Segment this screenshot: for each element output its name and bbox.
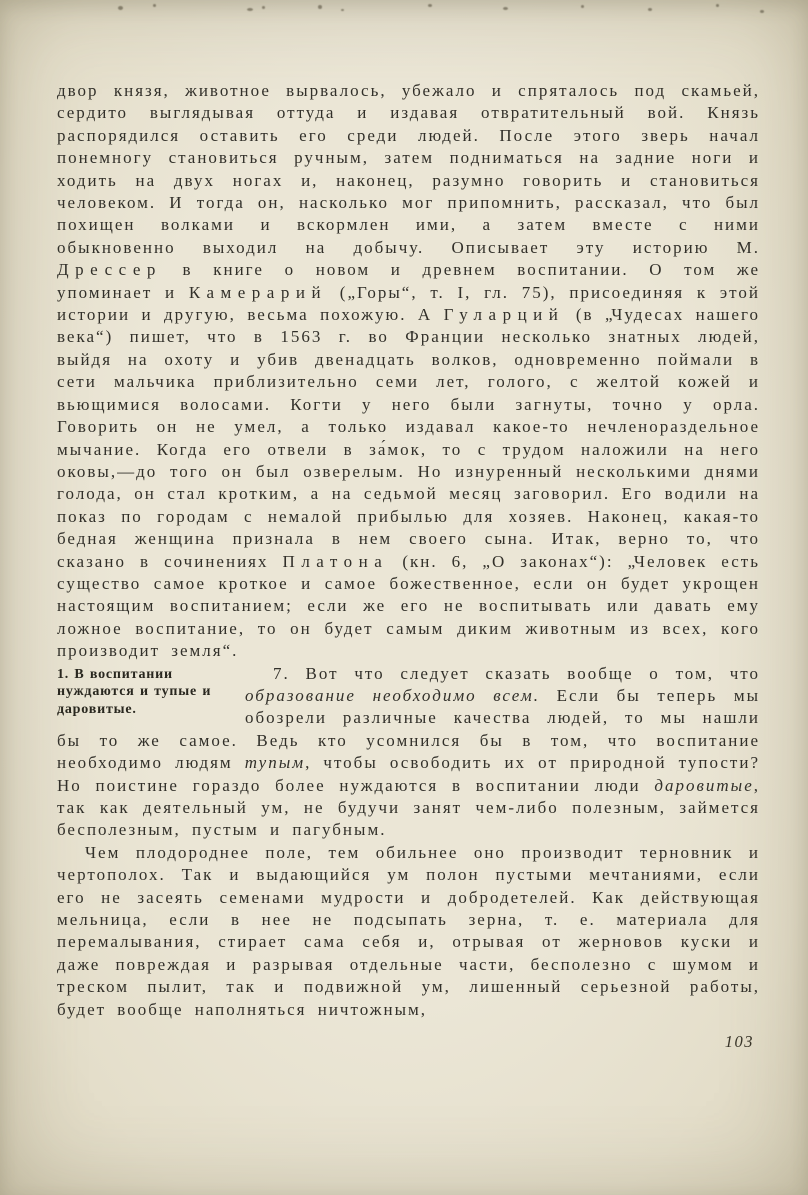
scan-speck (716, 4, 719, 7)
text-segment: Если бы теперь мы обозрели различные качества людей, то мы нашли бы то же самое. Ведь кто усомнился бы в том, что воспитание необходимо людям (57, 685, 760, 773)
text-segment: (кн. 6, „О законах“): „Человек есть существо самое кроткое и самое божественное, если он будет укрощен настоящим воспитанием; если же его не воспитывать или давать ему ложное воспитание, то он будет самым диким животным из всех, кого производит земля“. (57, 551, 760, 661)
text-segment-spaced: Дрессер (57, 260, 162, 280)
text-block (57, 80, 760, 1053)
paragraph-continuation (57, 80, 760, 663)
text-segment: , так как деятельный ум, не будучи занят чем-либо полезным, займется бесполезным, пустым и пагубным. (57, 775, 760, 840)
scan-speck (118, 6, 123, 10)
text-segment-spaced: Платона (282, 551, 389, 571)
page-number: 103 (724, 1032, 754, 1052)
scan-speck (648, 8, 652, 11)
text-segment: , чтобы освободить их от природной тупости? Но поистине гораздо более нуждаются в воспитании люди (57, 753, 760, 795)
text-segment: („Горы“, т. I, гл. 75), присоединяя к этой истории и другую, весьма похожую. А (57, 282, 760, 325)
scan-speck (581, 5, 584, 8)
scan-speck (318, 5, 322, 9)
scan-speck (428, 4, 432, 7)
scan-speck (760, 10, 764, 13)
text-segment-spaced: Гуларций (443, 305, 565, 325)
text-segment-italic: тупым (244, 753, 306, 773)
text-segment: в книге о новом и древнем воспитании. О том же упоминает и (57, 260, 760, 302)
scan-speck (153, 4, 156, 7)
text-segment: 7. Вот что следует сказать вообще о том, что (273, 663, 760, 683)
text-segment: двор князя, животное вырвалось, убежало и спряталось под скамьей, сердито выглядывая оттуда и издавая отвратительный вой. Князь распорядился оставить его среди людей. После этого зверь начал понемногу становиться ручным, затем подниматься на задние ноги и ходить на двух ногах и, наконец, разумно говорить и становиться человеком. И тогда он, насколько мог припомнить, рассказал, что был похищен волками и вскормлен ими, а затем вместе с ними обыкновенно выходил на добычу. Описывает эту историю М. (57, 81, 760, 257)
scan-speck (503, 7, 508, 10)
text-segment: (в „Чудесах нашего века“) пишет, что в 1563 г. во Франции несколько знатных людей, выйдя на охоту и убив двенадцать волков, одновременно поймали в сети мальчика приблизительно семи лет, голого, с желтой кожей и вьющимися волосами. Когти у него были загнуты, точно у орла. Говорить он не умел, а только издавал какое-то нечленораздельное мычание. Когда его отвели в за́мок, то с трудом наложили на него оковы,—до того он был озверелым. Но изнуренный несколькими днями голода, он стал кротким, а на седьмой месяц заговорил. Его водили на показ по городам с немалой прибылью для хозяев. Наконец, какая-то бедная женщина признала в нем своего сына. Итак, верно то, что сказано в сочинениях (57, 305, 760, 571)
text-segment-italic: образование необходимо всем. (245, 685, 540, 705)
margin-note: 1. В воспитании нуждаются и тупые и даровитые. (57, 666, 212, 717)
scan-speck (262, 6, 265, 9)
text-segment: Чем плодороднее поле, тем обильнее оно производит терновник и чертополох. Так и выдающийся ум полон пустыми мечтаниями, если его не засеять семенами мудрости и добродетелей. Как действующая мельница, если в нее не подсыпать зерна, т. е. материала для перемалывания, стирает сама себя и, отрывая от жерновов куски и даже повреждая и разрывая отдельные части, бесполезно с шумом и треском пылит, так и подвижной ум, лишенный серьезной работы, будет вообще наполняться ничтожным, (57, 842, 760, 1019)
scan-speck (247, 8, 253, 11)
text-segment-spaced: Камерарий (188, 282, 328, 302)
text-segment-italic: даровитые (654, 775, 754, 795)
scan-speck (341, 9, 344, 11)
paragraph-mill-analogy (57, 842, 760, 1021)
